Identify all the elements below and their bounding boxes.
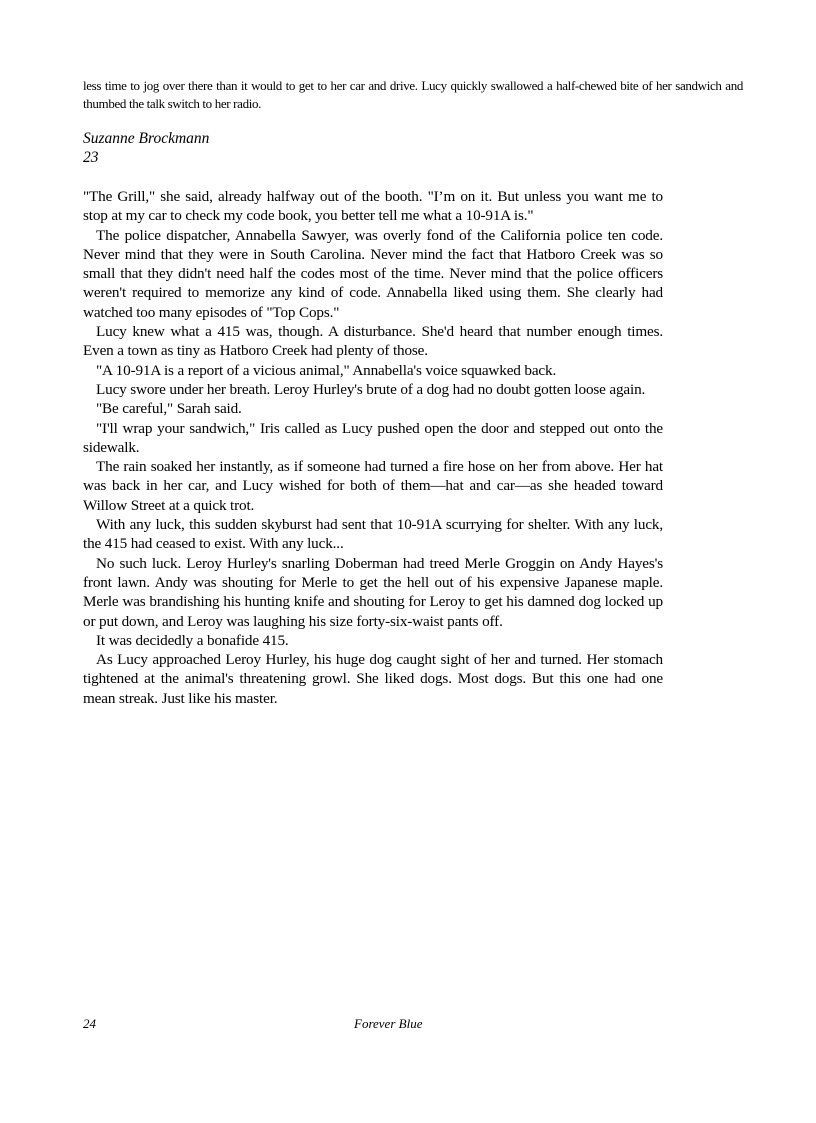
paragraph: With any luck, this sudden skyburst had sent that 10-91A scurrying for shelter. With any luck, the 415 had ceased to exist. With any luck... [83,516,663,553]
footer-book-title: Forever Blue [354,1016,423,1031]
paragraph: "The Grill," she said, already halfway out of the booth. "I’m on it. But unless you want me to stop at my car to check my code book, you better tell me what a 10-91A is." [83,188,663,225]
continuation-text: less time to jog over there than it would to get to her car and drive. Lucy quickly swallowed a half-chewed bite of her sandwich and thumbed the talk switch to her radio. [83,78,743,111]
body-text [83,187,663,708]
running-header-page-number: 23 [83,149,99,166]
paragraph: The police dispatcher, Annabella Sawyer, was overly fond of the California police ten code. Never mind that they were in South Carolina. Never mind the fact that Hatboro Creek was so small that they didn't need half the codes most of the time. Never mind that the police officers weren't required to memorize any kind of code. Annabella liked using them. She clearly had watched too many episodes of "Top Cops." [83,226,663,321]
paragraph: As Lucy approached Leroy Hurley, his huge dog caught sight of her and turned. Her stomach tightened at the animal's threatening growl. She liked dogs. Most dogs. But this one had one mean streak. Just like his master. [83,651,663,707]
running-header-author: Suzanne Brockmann [83,130,210,147]
paragraph: No such luck. Leroy Hurley's snarling Doberman had treed Merle Groggin on Andy Hayes's front lawn. Andy was shouting for Merle to get the hell out of his expensive Japanese maple. Merle was brandishing his hunting knife and shouting for Leroy to get his damned dog locked up or put down, and Leroy was laughing his size forty-six-waist pants off. [83,554,663,630]
paragraph: "Be careful," Sarah said. [96,400,242,418]
paragraph: "I'll wrap your sandwich," Iris called as Lucy pushed open the door and stepped out onto the sidewalk. [83,419,663,456]
paragraph: Lucy swore under her breath. Leroy Hurley's brute of a dog had no doubt gotten loose again. [96,380,646,398]
paragraph: Lucy knew what a 415 was, though. A disturbance. She'd heard that number enough times. Even a town as tiny as Hatboro Creek had plenty of those. [83,323,663,360]
footer-page-number: 24 [83,1016,96,1031]
paragraph: It was decidedly a bonafide 415. [96,631,289,649]
paragraph: "A 10-91A is a report of a vicious animal," Annabella's voice squawked back. [96,361,557,379]
paragraph: The rain soaked her instantly, as if someone had turned a fire hose on her from above. Her hat was back in her car, and Lucy wished for both of them—hat and car—as she headed toward Willow Street at a quick trot. [83,458,663,514]
